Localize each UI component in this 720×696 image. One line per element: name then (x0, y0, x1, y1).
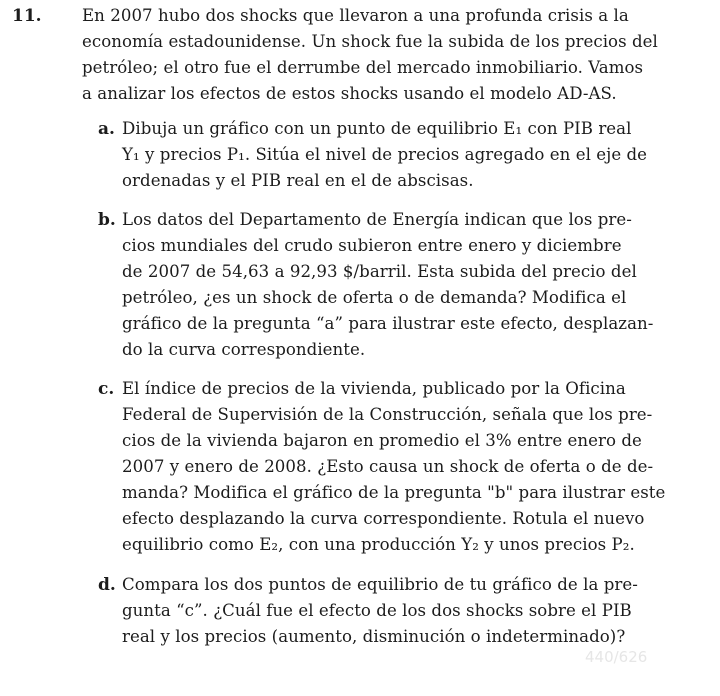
part-b-line: de 2007 de 54,63 a 92,93 $/barril. Esta subida del precio del (122, 262, 637, 281)
part-b-line: do la curva correspondiente. (122, 340, 366, 359)
part-d-label: d. (98, 575, 116, 595)
part-b-label: b. (98, 210, 116, 230)
part-d-line: gunta “c”. ¿Cuál fue el efecto de los dos shocks sobre el PIB (122, 601, 632, 620)
part-b-line: gráfico de la pregunta “a” para ilustrar este efecto, desplazan- (122, 314, 654, 333)
part-c-line: manda? Modifica el gráfico de la pregunta "b" para ilustrar este (122, 483, 666, 502)
intro-line: petróleo; el otro fue el derrumbe del mercado inmobiliario. Vamos (82, 58, 644, 77)
intro-line: a analizar los efectos de estos shocks usando el modelo AD-AS. (82, 84, 617, 103)
part-c-line: Federal de Supervisión de la Construcción, señala que los pre- (122, 405, 653, 424)
part-c-line: equilibrio como E₂, con una producción Y₂ y unos precios P₂. (122, 535, 635, 554)
part-c-line: cios de la vivienda bajaron en promedio el 3% entre enero de (122, 431, 642, 450)
intro-line: En 2007 hubo dos shocks que llevaron a una profunda crisis a la (82, 6, 629, 25)
page-watermark: 440/626 (585, 648, 648, 666)
intro-line: economía estadounidense. Un shock fue la subida de los precios del (82, 32, 658, 51)
part-d-line: real y los precios (aumento, disminución o indeterminado)? (122, 627, 626, 646)
part-a-label: a. (98, 119, 115, 139)
part-b-line: cios mundiales del crudo subieron entre enero y diciembre (122, 236, 622, 255)
part-c-line: 2007 y enero de 2008. ¿Esto causa un shock de oferta o de de- (122, 457, 654, 476)
part-b-line: Los datos del Departamento de Energía indican que los pre- (122, 210, 632, 229)
part-a-line: Dibuja un gráfico con un punto de equilibrio E₁ con PIB real (122, 119, 632, 138)
part-c-line: El índice de precios de la vivienda, publicado por la Oficina (122, 379, 626, 398)
part-c-line: efecto desplazando la curva correspondiente. Rotula el nuevo (122, 509, 645, 528)
problem-number: 11. (12, 6, 42, 26)
part-a-line: ordenadas y el PIB real en el de abscisas. (122, 171, 474, 190)
part-a-line: Y₁ y precios P₁. Sitúa el nivel de precios agregado en el eje de (122, 145, 648, 164)
part-d-line: Compara los dos puntos de equilibrio de tu gráfico de la pre- (122, 575, 638, 594)
part-b-line: petróleo, ¿es un shock de oferta o de demanda? Modifica el (122, 288, 627, 307)
part-c-label: c. (98, 379, 115, 399)
